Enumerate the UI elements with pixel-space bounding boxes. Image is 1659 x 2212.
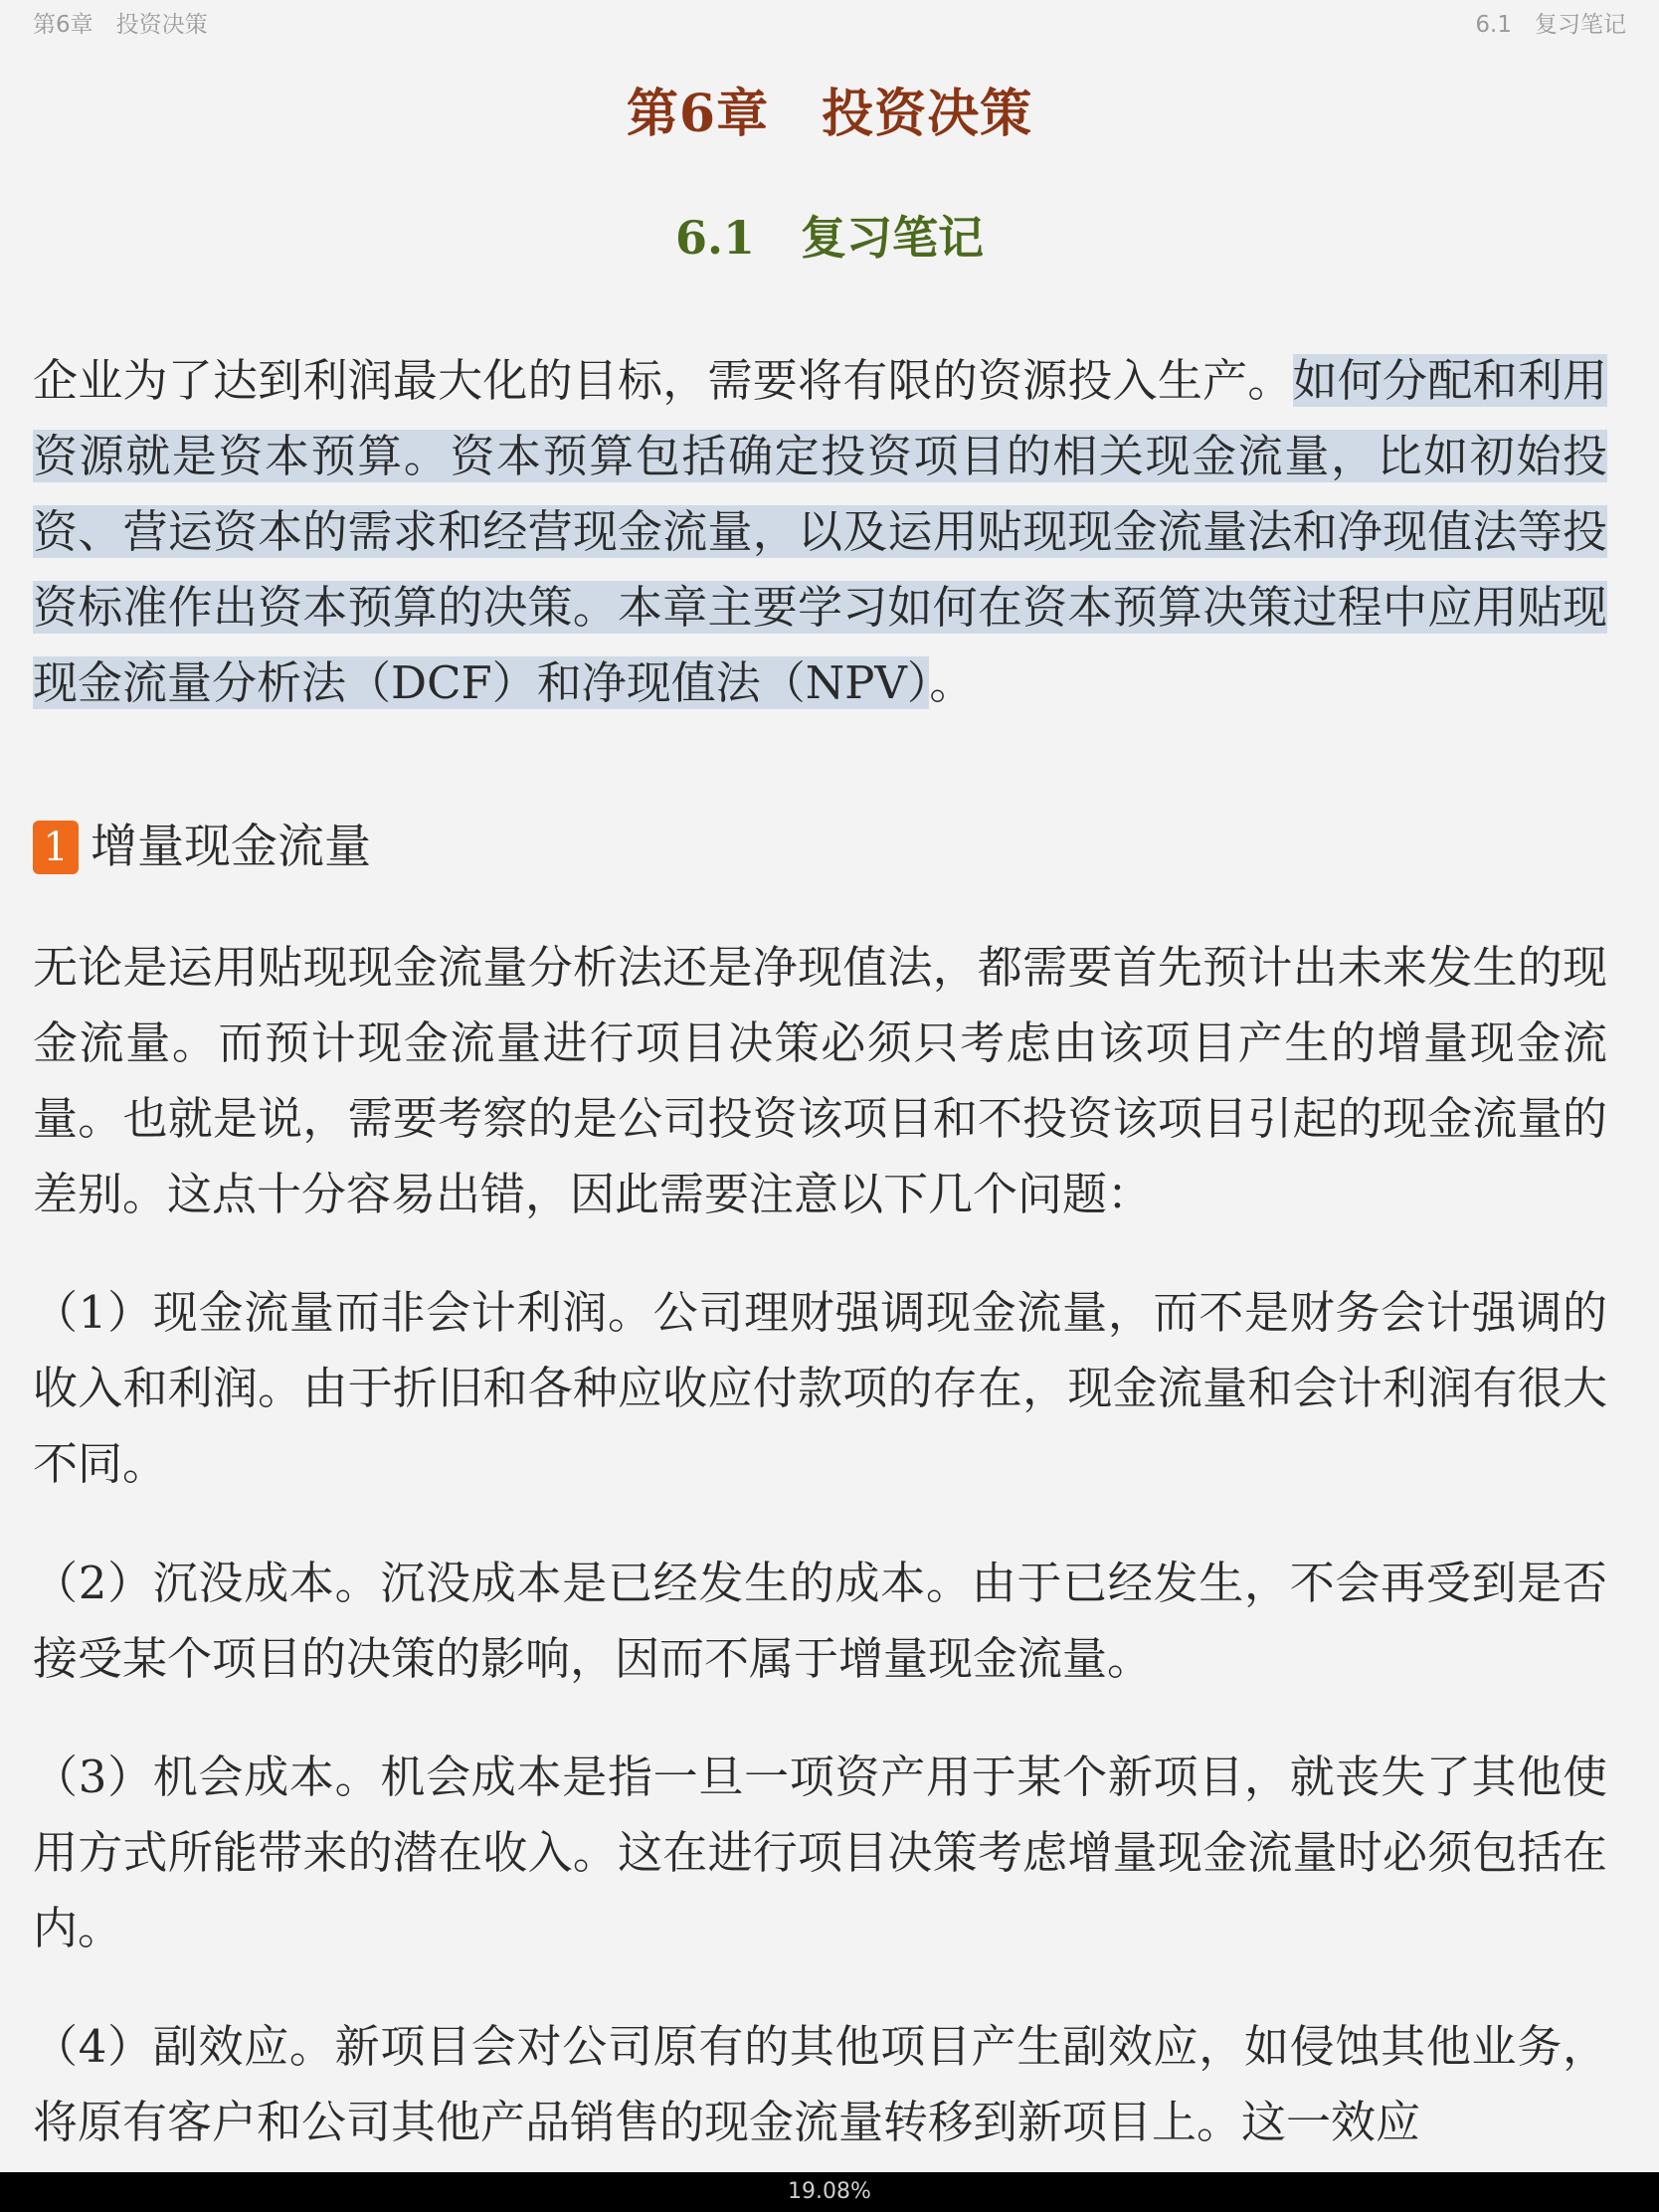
body-paragraph[interactable]: （4）副效应。新项目会对公司原有的其他项目产生副效应，如侵蚀其他业务，将原有客户和公司其他产品销售的现金流量转移到新项目上。这一效应 — [33, 2020, 1607, 2148]
body-paragraph[interactable]: （1）现金流量而非会计利润。公司理财强调现金流量，而不是财务会计强调的收入和利润。由于折旧和各种应收应付款项的存在，现金流量和会计利润有很大不同。 — [33, 1286, 1607, 1490]
reading-progress-percent: 19.08% — [788, 2179, 871, 2204]
body-paragraph[interactable]: （3）机会成本。机会成本是指一旦一项资产用于某个新项目，就丧失了其他使用方式所能带来的潜在收入。这在进行项目决策考虑增量现金流量时必须包括在内。 — [33, 1751, 1607, 1954]
intro-end-text[interactable]: 。 — [929, 656, 975, 709]
intro-paragraph[interactable] — [33, 343, 1607, 721]
subheading-title: 增量现金流量 — [91, 820, 371, 874]
intro-plain-text[interactable]: 企业为了达到利润最大化的目标，需要将有限的资源投入生产。 — [33, 354, 1293, 407]
running-header — [33, 6, 1626, 36]
body-paragraph[interactable]: 无论是运用贴现现金流量分析法还是净现值法，都需要首先预计出未来发生的现金流量。而预计现金流量进行项目决策必须只考虑由该项目产生的增量现金流量。也就是说，需要考察的是公司投资该项目和不投资该项目引起的现金流量的差别。这点十分容易出错，因此需要注意以下几个问题： — [33, 941, 1607, 1220]
running-header-section: 6.1 复习笔记 — [1475, 12, 1626, 38]
section-number-badge: 1 — [33, 821, 79, 874]
chapter-title: 第6章 投资决策 — [626, 84, 1033, 144]
running-header-chapter: 第6章 投资决策 — [33, 12, 208, 38]
reading-progress-bar — [0, 2172, 1659, 2212]
highlighted-text[interactable]: 如何分配和利用资源就是资本预算。资本预算包括确定投资项目的相关现金流量，比如初始投资、营运资本的需求和经营现金流量，以及运用贴现现金流量法和净现值法等投资标准作出资本预算的决策。本章主要学习如何在资本预算决策过程中应用贴现现金流量分析法（DCF）和净现值法（NPV） — [33, 354, 1607, 709]
section-title: 6.1 复习笔记 — [674, 211, 985, 265]
subheading-incremental-cash-flow — [33, 819, 371, 876]
body-paragraph[interactable]: （2）沉没成本。沉没成本是已经发生的成本。由于已经发生，不会再受到是否接受某个项目的决策的影响，因而不属于增量现金流量。 — [33, 1557, 1607, 1685]
